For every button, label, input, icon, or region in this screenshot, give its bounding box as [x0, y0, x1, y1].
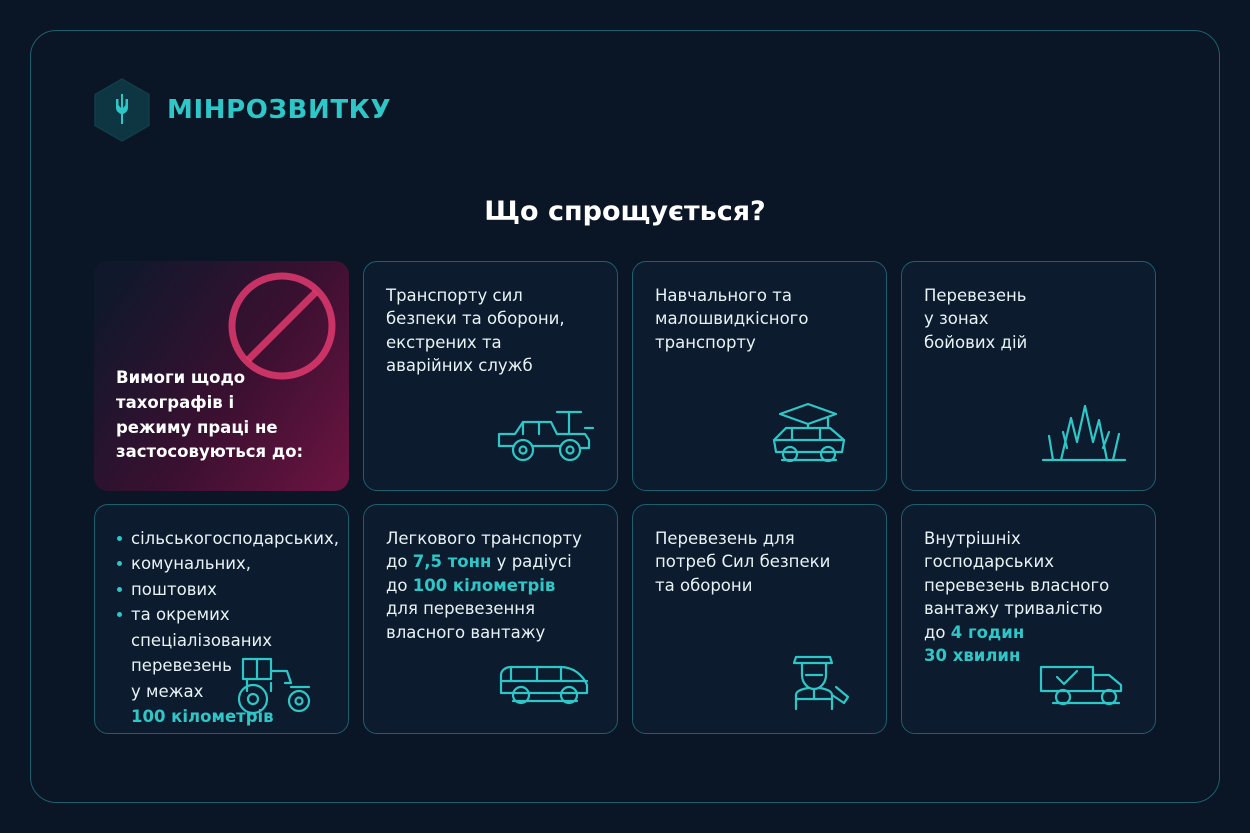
- line-highlight: 100 кілометрів: [412, 575, 556, 595]
- line: у зонах: [924, 309, 989, 329]
- line: Внутрішніх: [924, 529, 1021, 548]
- line: безпеки та оборони,: [386, 309, 565, 329]
- line: Легкового транспорту: [386, 529, 582, 548]
- card-security-needs-text: [655, 527, 870, 597]
- list-item: комунальних,: [117, 552, 332, 575]
- card-requirements-text: [116, 366, 333, 465]
- tractor-icon: [225, 645, 335, 723]
- line: екстрених та: [386, 332, 502, 352]
- minibus-icon: [489, 641, 599, 719]
- soldier-icon: [758, 641, 868, 719]
- brand-name: МІНРОЗВИТКУ: [167, 95, 392, 125]
- card-training-transport[interactable]: [632, 261, 887, 491]
- line-highlight: 4 годин: [950, 622, 1025, 642]
- list-item: спеціалізованих: [131, 630, 273, 650]
- card-security-transport-text: [386, 284, 601, 378]
- line: для перевезення: [386, 599, 535, 619]
- line-part: до: [386, 552, 413, 572]
- driving-school-car-icon: [758, 398, 868, 476]
- line: режиму праці не: [116, 417, 278, 437]
- list-item: перевезень: [131, 656, 232, 676]
- page-title: Що спрощується?: [484, 196, 766, 227]
- line: Перевезень для: [655, 529, 795, 548]
- list-item-highlight: 100 кілометрів: [131, 706, 274, 726]
- card-security-transport[interactable]: [363, 261, 618, 491]
- line: малошвидкісного: [655, 309, 809, 329]
- brand-logo: [94, 78, 391, 142]
- line: власного вантажу: [386, 622, 546, 642]
- line: застосовуються до:: [116, 442, 304, 462]
- line: бойових дій: [924, 332, 1028, 352]
- line: Транспорту сил: [386, 286, 523, 305]
- list-item: у межах: [131, 681, 204, 701]
- line: транспорту: [655, 332, 756, 352]
- card-combat-zones-text: [924, 284, 1139, 354]
- card-requirements[interactable]: [94, 261, 349, 491]
- delivery-truck-check-icon: [1027, 641, 1137, 719]
- line: Вимоги щодо: [116, 368, 246, 387]
- list-item: сільськогосподарських,: [117, 527, 332, 550]
- list-item: поштових: [117, 578, 332, 601]
- cards-grid: [94, 261, 1156, 734]
- list-item: та окремих: [117, 603, 332, 626]
- explosion-icon: [1027, 398, 1137, 476]
- line-part: до: [924, 622, 951, 642]
- card-light-transport[interactable]: [363, 504, 618, 734]
- card-light-transport-text: [386, 527, 601, 644]
- line: Навчального та: [655, 286, 792, 305]
- card-training-transport-text: [655, 284, 870, 354]
- line: Перевезень: [924, 286, 1027, 305]
- ukraine-trident-hexagon-icon: [94, 78, 150, 142]
- military-jeep-icon: [489, 398, 599, 476]
- card-agricultural-list[interactable]: [94, 504, 349, 734]
- card-security-needs[interactable]: [632, 504, 887, 734]
- line-part: до: [386, 575, 413, 595]
- line: [386, 550, 601, 573]
- line: перевезень власного: [924, 575, 1110, 595]
- line: тахографів і: [116, 392, 235, 412]
- line: потреб Сил безпеки: [655, 552, 831, 572]
- line-highlight: 7,5 тонн: [412, 552, 492, 572]
- line: вантажу тривалістю: [924, 599, 1103, 619]
- line: [386, 574, 601, 597]
- line: аварійних служб: [386, 356, 533, 376]
- card-combat-zones[interactable]: [901, 261, 1156, 491]
- line: господарських: [924, 552, 1054, 572]
- card-internal-transport[interactable]: [901, 504, 1156, 734]
- line: та оборони: [655, 575, 753, 595]
- line-part: у радіусі: [491, 552, 572, 572]
- line-highlight: 30 хвилин: [924, 646, 1021, 666]
